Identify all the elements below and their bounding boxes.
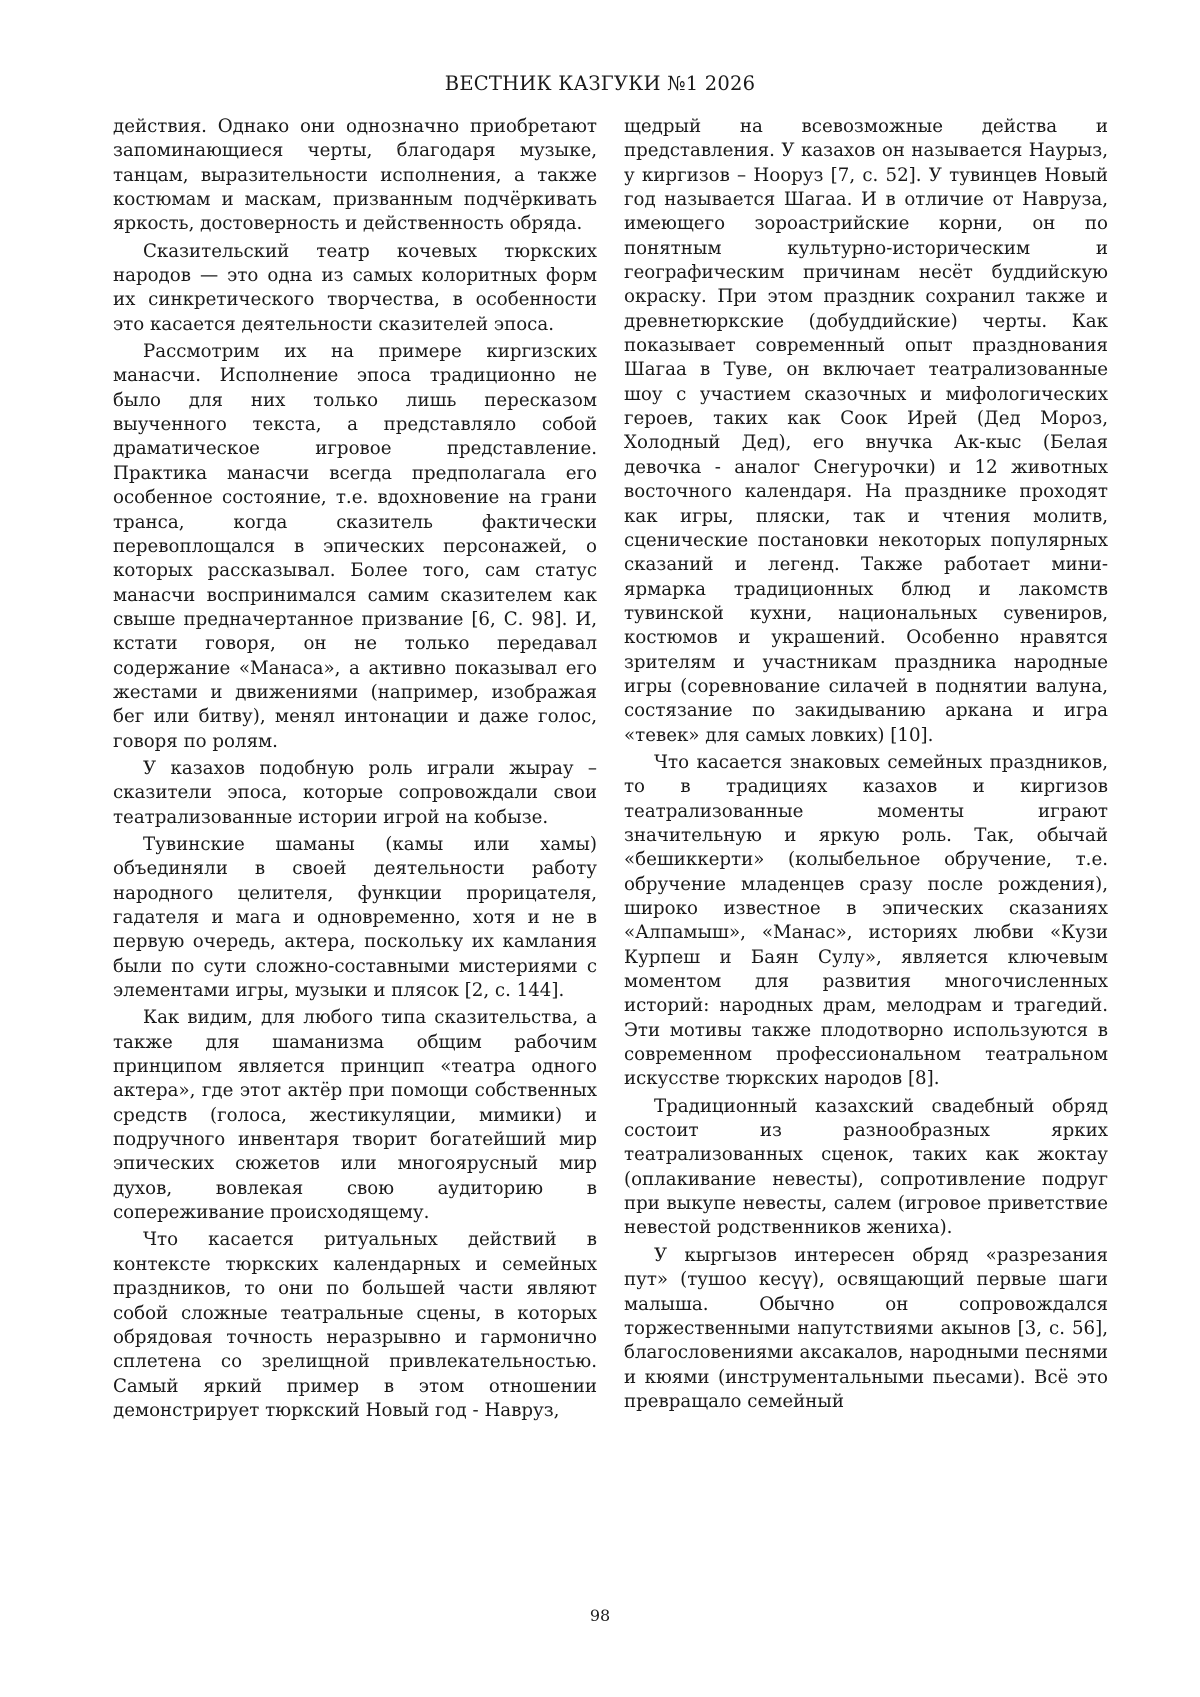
paragraph-ritual-actions: Что касается ритуальных действий в контексте тюркских календарных и семейных праздников, то они по большей части являют собой сложные театральные сцены, в которых обрядовая точность неразрывно и гармонично сплетена со зрелищной привлекательностью. Самый яркий пример в этом отношении демонстрирует тюркский Новый год - Навруз, (113, 1229, 597, 1421)
paragraph-ritual-continuation: действия. Однако они однозначно приобретают запоминающиеся черты, благодаря музыке, танцам, выразительности исполнения, а также костюмам и маскам, призванным подчёркивать яркость, достоверность и действенность обряда. (113, 116, 597, 235)
paragraph-zhyrau: У казахов подобную роль играли жырау – сказители эпоса, которые сопровождали свои театрализованные истории игрой на кобызе. (113, 757, 597, 828)
paragraph-tushoo-kesuu: У кыргызов интересен обряд «разрезания пут» (тушоо кесүү), освящающий первые шаги малыша. Обычно он сопровождался торжественными напутствиями акынов [3, с. 56], благословениями аксакалов, народными песнями и кюями (инструментальными пьесами). Всё это превращало семейный (624, 1244, 1108, 1412)
paragraph-tuvan-shamans: Тувинские шаманы (камы или хамы) объединяли в своей деятельности работу народного целителя, функции прорицателя, гадателя и мага и одновременно, хотя и не в первую очередь, актера, поскольку их камлания были по сути сложно-составными мистериями с элементами игры, музыки и плясок [2, с. 144]. (113, 833, 597, 1002)
right-column (624, 115, 1108, 1414)
journal-header: ВЕСТНИК КАЗГУКИ №1 2026 (444, 72, 756, 95)
paragraph-one-actor-theatre: Как видим, для любого типа сказительства, а также для шаманизма общим рабочим принципом является принцип «театра одного актера», где этот актёр при помощи собственных средств (голоса, жестикуляции, мимики) и подручного инвентаря творит богатейший мир эпических сюжетов или многоярусный мир духов, вовлекая свою аудиторию в сопереживание происходящему. (113, 1007, 597, 1224)
paragraph-new-year-shagaa: щедрый на всевозможные действа и представления. У казахов он называется Наурыз, у киргизов – Нооруз [7, с. 52]. У тувинцев Новый год называется Шагаа. И в отличие от Навруза, имеющего зороастрийские корни, он по понятным культурно-историческим и географическим причинам несёт буддийскую окраску. При этом праздник сохранил также и древнетюркские (добуддийские) черты. Как показывает современный опыт празднования Шагаа в Туве, он включает театрализованные шоу с участием сказочных и мифологических героев, таких как Соок Ирей (Дед Мороз, Холодный Дед), его внучка Ак-кыс (Белая девочка - аналог Снегурочки) и 12 животных восточного календаря. На празднике проходят как игры, пляски, так и чтения молитв, сценические постановки некоторых популярных сказаний и легенд. Также работает мини-ярмарка традиционных блюд и лакомств тувинской кухни, национальных сувениров, костюмов и украшений. Особенно нравятся зрителям и участникам праздника народные игры (соревнование силачей в поднятии валуна, состязание по закидыванию аркана и игра «тевек» для самых ловких) [10]. (624, 116, 1108, 746)
left-column (113, 115, 597, 1423)
paragraph-storyteller-theatre: Сказительский театр кочевых тюркских народов — это одна из самых колоритных форм их синкретического творчества, в особенности это касается деятельности сказителей эпоса. (113, 240, 597, 335)
paragraph-kazakh-wedding: Традиционный казахский свадебный обряд состоит из разнообразных ярких театрализованных сценок, таких как жоктау (оплакивание невесты), сопротивление подруг при выкупе невесты, салем (игровое приветствие невестой родственников жениха). (624, 1095, 1108, 1239)
paragraph-manaschi: Рассмотрим их на примере киргизских манасчи. Исполнение эпоса традиционно не было для них только лишь пересказом выученного текста, а представляло собой драматическое игровое представление. Практика манасчи всегда предполагала его особенное состояние, т.е. вдохновение на грани транса, когда сказитель фактически перевоплощался в эпических персонажей, о которых рассказывал. Более того, сам статус манасчи воспринимался самим сказителем как свыше предначертанное призвание [6, С. 98]. И, кстати говоря, он не только передавал содержание «Манаса», а активно показывал его жестами и движениями (например, изображая бег или битву), менял интонации и даже голос, говоря по ролям. (113, 341, 597, 752)
page-number: 98 (589, 1606, 611, 1625)
paragraph-family-holidays: Что касается знаковых семейных праздников, то в традициях казахов и киргизов театрализованные моменты играют значительную и яркую роль. Так, обычай «бешиккерти» (колыбельное обручение, т.е. обручение младенцев сразу после рождения), широко известное в эпических сказаниях «Алпамыш», «Манас», историях любви «Кузи Курпеш и Баян Сулу», является ключевым моментом для развития многочисленных историй: народных драм, мелодрам и трагедий. Эти мотивы также плодотворно используются в современном профессиональном театральном искусстве тюркских народов [8]. (624, 751, 1108, 1090)
